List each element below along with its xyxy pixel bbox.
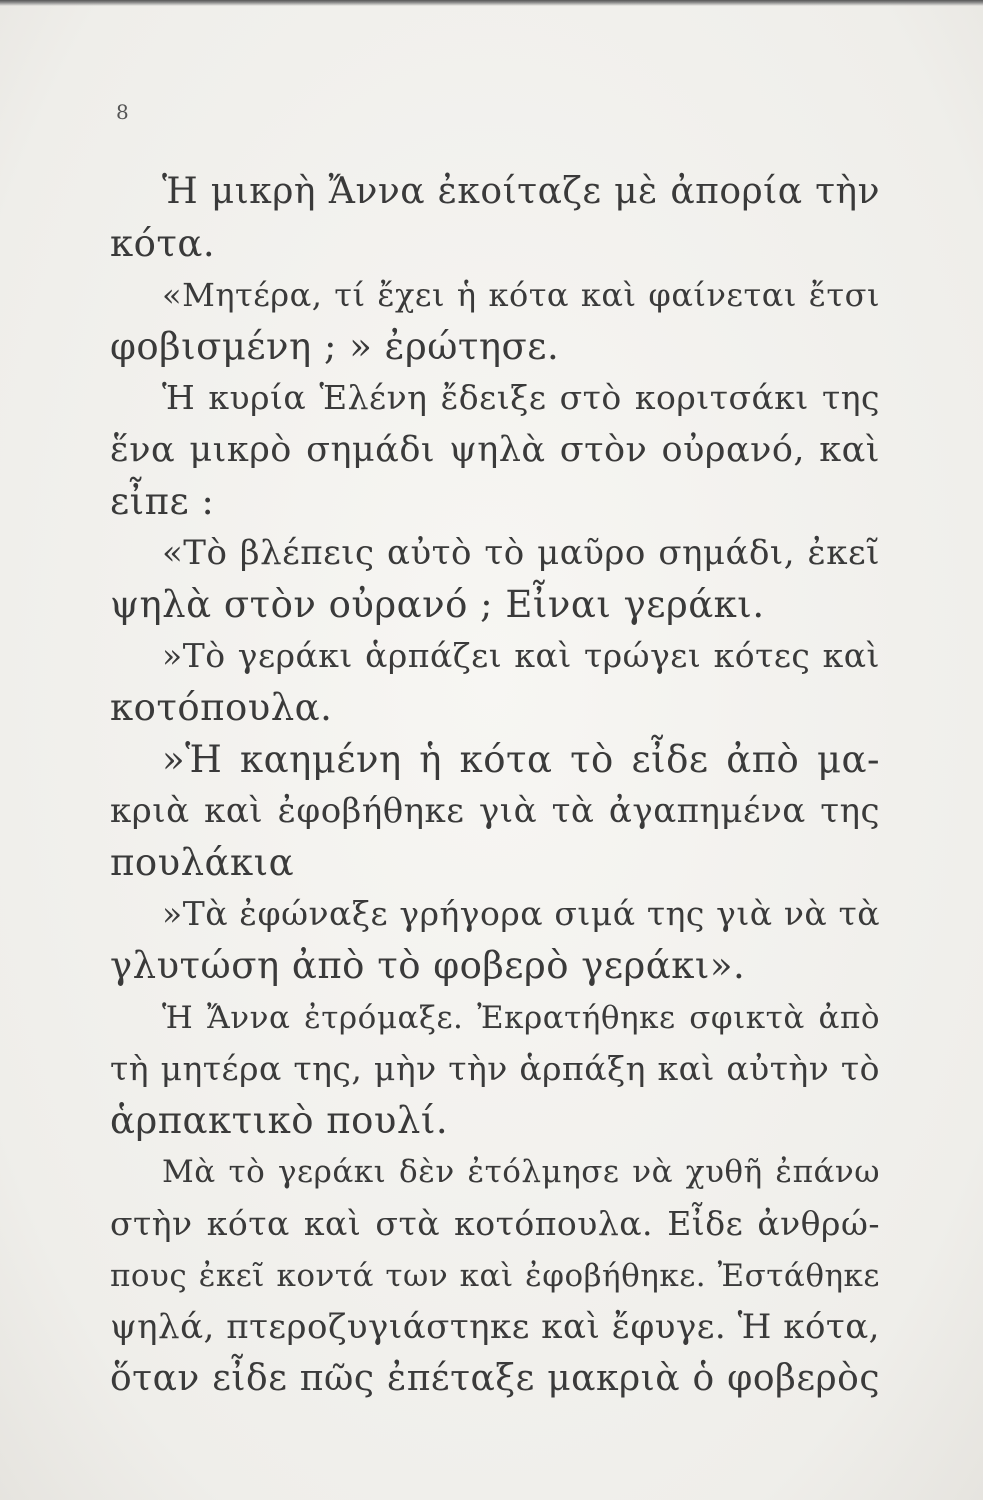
text-line: φοβισμένη ; » ἐρώτησε.: [110, 325, 560, 368]
text-line: Ἡ κυρία Ἑλένη ἔδειξε στὸ κοριτσάκι της: [162, 378, 880, 417]
text-line: «Μητέρα, τί ἔχει ἡ κότα καὶ φαίνεται ἔτσι: [162, 276, 880, 314]
page-number: 8: [116, 100, 129, 124]
text-line: ψηλά, πτεροζυγιάστηκε καὶ ἔφυγε. Ἡ κότα,: [110, 1307, 880, 1347]
text-line: τὴ μητέρα της, μὴν τὴν ἁρπάξη καὶ αὐτὴν τὸ: [110, 1049, 880, 1088]
text-line: «Τὸ βλέπεις αὐτὸ τὸ μαῦρο σημάδι, ἐκεῖ: [162, 533, 880, 573]
text-line: κοτόπουλα.: [110, 686, 333, 729]
text-line: ὅταν εἶδε πῶς ἐπέταξε μακριὰ ὁ φοβερὸς: [110, 1358, 880, 1399]
text-line: »Τὰ ἐφώναξε γρήγορα σιμά της γιὰ νὰ τὰ: [162, 894, 880, 933]
text-line: πους ἐκεῖ κοντά των καὶ ἐφοβήθηκε. Ἐστάθηκε: [110, 1258, 880, 1294]
page-top-edge: [0, 0, 983, 6]
text-line: »Τὸ γεράκι ἁρπάζει καὶ τρώγει κότες καὶ: [162, 636, 880, 675]
text-line: ἁρπακτικὸ πουλί.: [110, 1099, 449, 1142]
text-line: στὴν κότα καὶ στὰ κοτόπουλα. Εἶδε ἀνθρώ-: [110, 1204, 880, 1243]
text-line: κριὰ καὶ ἐφοβήθηκε γιὰ τὰ ἀγαπημένα της: [110, 791, 880, 831]
text-line: Ἡ Ἄννα ἐτρόμαξε. Ἐκρατήθηκε σφικτὰ ἀπὸ: [162, 1000, 880, 1036]
text-line: ψηλὰ στὸν οὐρανό ; Εἶναι γεράκι.: [110, 583, 765, 626]
text-line: Ἡ μικρὴ Ἄννα ἐκοίταζε μὲ ἀπορία τὴν: [162, 171, 880, 212]
text-line: πουλάκια: [110, 841, 295, 884]
text-line: κότα.: [110, 222, 216, 265]
text-line: »Ἡ καημένη ἡ κότα τὸ εἶδε ἀπὸ μα-: [162, 738, 880, 781]
text-line: εἶπε :: [110, 480, 215, 523]
text-line: ἕνα μικρὸ σημάδι ψηλὰ στὸν οὐρανό, καὶ: [110, 430, 880, 470]
text-line: γλυτώση ἀπὸ τὸ φοβερὸ γεράκι».: [110, 944, 746, 987]
text-line: Μὰ τὸ γεράκι δὲν ἐτόλμησε νὰ χυθῆ ἐπάνω: [162, 1154, 880, 1190]
